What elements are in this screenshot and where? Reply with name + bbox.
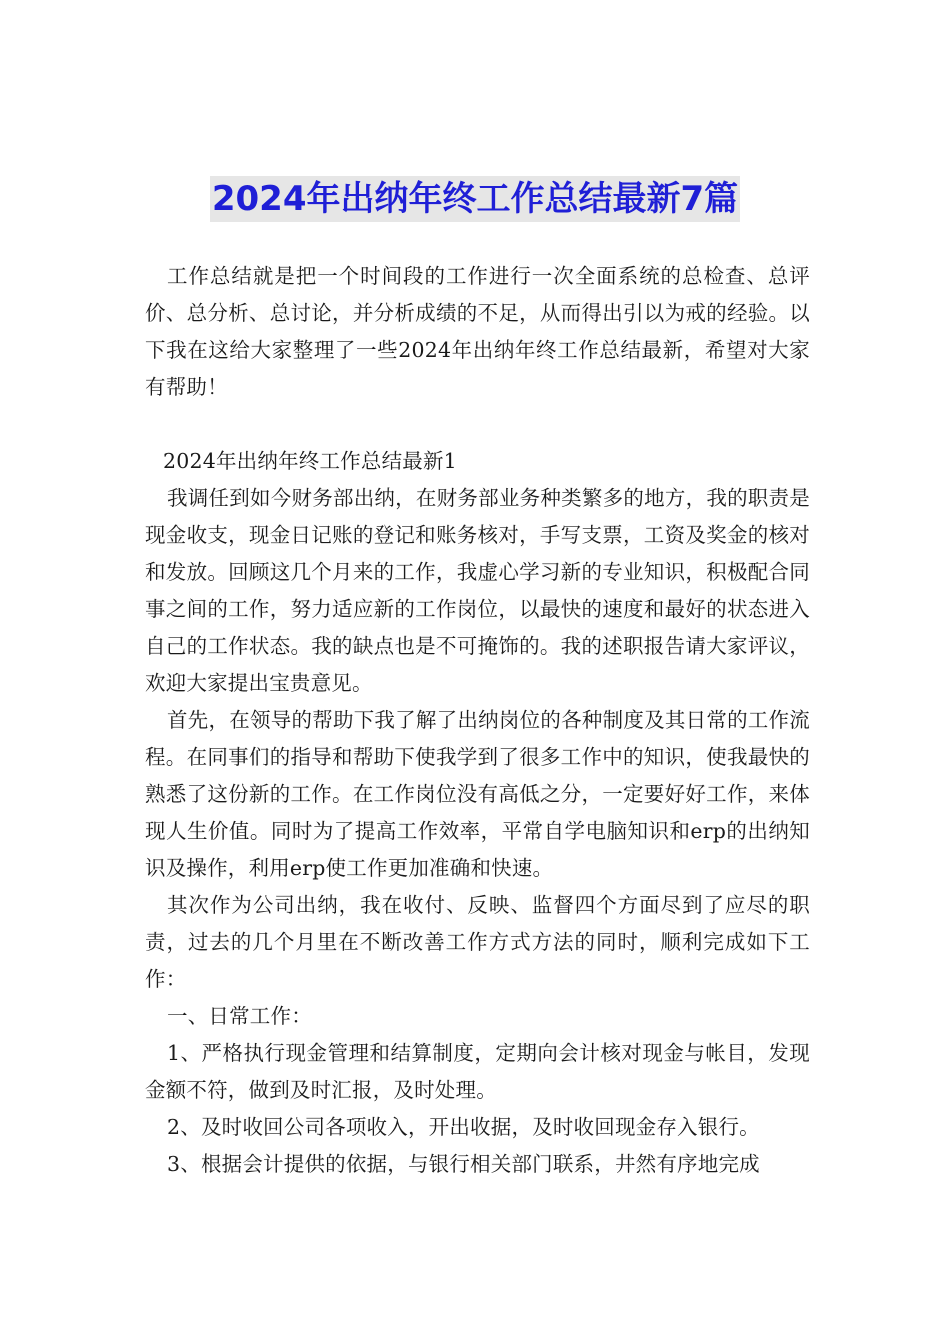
document-body: [145, 258, 810, 1183]
section-heading: 2024年出纳年终工作总结最新1: [163, 449, 457, 473]
list-heading: 一、日常工作：: [167, 1004, 312, 1028]
intro-paragraph: 工作总结就是把一个时间段的工作进行一次全面系统的总检查、总评价、总分析、总讨论，并分析成绩的不足，从而得出引以为戒的经验。以下我在这给大家整理了一些2024年出纳年终工作总结最新，希望对大家有帮助！: [145, 264, 810, 399]
body-paragraph: 首先，在领导的帮助下我了解了出纳岗位的各种制度及其日常的工作流程。在同事们的指导和帮助下使我学到了很多工作中的知识，使我最快的熟悉了这份新的工作。在工作岗位没有高低之分，一定要好好工作，来体现人生价值。同时为了提高工作效率，平常自学电脑知识和erp的出纳知识及操作，利用erp使工作更加准确和快速。: [145, 708, 810, 880]
body-paragraph: 我调任到如今财务部出纳，在财务部业务种类繁多的地方，我的职责是现金收支，现金日记账的登记和账务核对，手写支票，工资及奖金的核对和发放。回顾这几个月来的工作，我虚心学习新的专业知识，积极配合同事之间的工作，努力适应新的工作岗位，以最快的速度和最好的状态进入自己的工作状态。我的缺点也是不可掩饰的。我的述职报告请大家评议，欢迎大家提出宝贵意见。: [145, 486, 810, 695]
document-title: 2024年出纳年终工作总结最新7篇: [210, 176, 740, 222]
list-item: 2、及时收回公司各项收入，开出收据，及时收回现金存入银行。: [167, 1115, 760, 1139]
body-paragraph: 其次作为公司出纳，我在收付、反映、监督四个方面尽到了应尽的职责，过去的几个月里在不断改善工作方式方法的同时，顺利完成如下工作：: [145, 893, 810, 991]
list-item: 1、严格执行现金管理和结算制度，定期向会计核对现金与帐目，发现金额不符，做到及时汇报，及时处理。: [145, 1041, 810, 1102]
document-title-wrap: [0, 176, 950, 222]
list-item: 3、根据会计提供的依据，与银行相关部门联系，井然有序地完成: [167, 1152, 760, 1176]
paragraph-spacer: [145, 406, 810, 443]
